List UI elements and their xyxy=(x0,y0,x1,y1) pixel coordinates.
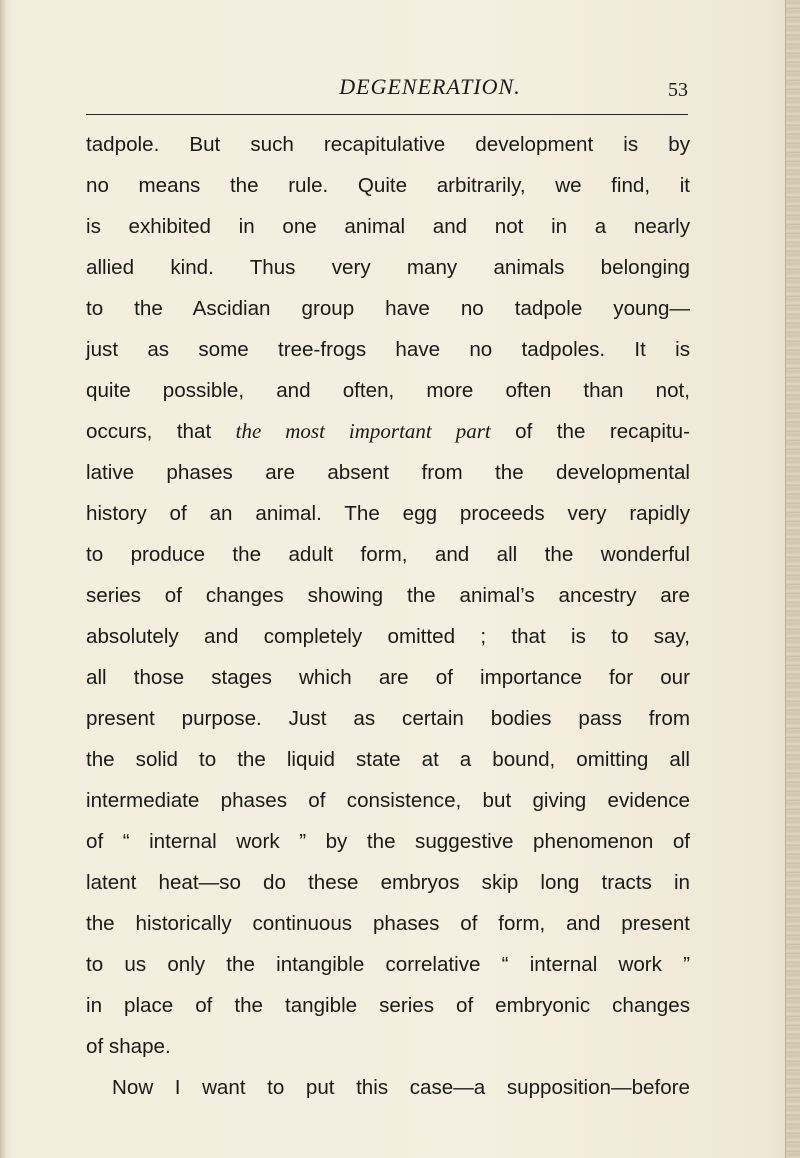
page-left-edge xyxy=(0,0,6,1158)
text-line: is exhibited in one animal and not in a nearly xyxy=(86,215,690,238)
text-line-with-italic xyxy=(86,411,690,452)
text-line: present purpose. Just as certain bodies pass from xyxy=(86,707,690,730)
text-line: series of changes showing the animal’s ancestry are xyxy=(86,584,690,607)
header-rule xyxy=(86,114,688,115)
text-segment: occurs, that xyxy=(86,420,212,443)
body-text xyxy=(86,124,690,1108)
text-line: of shape. xyxy=(86,1035,171,1058)
text-line: lative phases are absent from the developmental xyxy=(86,461,690,484)
page-right-edge xyxy=(785,0,800,1158)
page-header xyxy=(0,72,800,104)
text-line: the historically continuous phases of form, and present xyxy=(86,912,690,935)
text-line: Now I want to put this case—a supposition—before xyxy=(112,1076,690,1099)
text-line: latent heat—so do these embryos skip long tracts in xyxy=(86,871,690,894)
text-line: to the Ascidian group have no tadpole young— xyxy=(86,297,690,320)
text-line: history of an animal. The egg proceeds very rapidly xyxy=(86,502,690,525)
text-line: no means the rule. Quite arbitrarily, we find, it xyxy=(86,174,690,197)
text-line: to produce the adult form, and all the wonderful xyxy=(86,543,690,566)
text-line: just as some tree-frogs have no tadpoles. It is xyxy=(86,338,690,361)
text-line: tadpole. But such recapitulative development is by xyxy=(86,133,690,156)
text-line: the solid to the liquid state at a bound, omitting all xyxy=(86,748,690,771)
text-line: to us only the intangible correlative “ internal work ” xyxy=(86,953,690,976)
running-title: DEGENERATION. xyxy=(339,74,521,99)
text-line: quite possible, and often, more often than not, xyxy=(86,379,690,402)
text-line: intermediate phases of consistence, but giving evidence xyxy=(86,789,690,812)
text-line: allied kind. Thus very many animals belonging xyxy=(86,256,690,279)
italic-phrase: the most important part xyxy=(235,419,491,443)
text-line: of “ internal work ” by the suggestive phenomenon of xyxy=(86,830,690,853)
text-line: in place of the tangible series of embryonic changes xyxy=(86,994,690,1017)
text-line: all those stages which are of importance for our xyxy=(86,666,690,689)
text-segment: of the recapitu- xyxy=(515,420,690,443)
page-number: 53 xyxy=(668,79,688,101)
text-line: absolutely and completely omitted ; that is to say, xyxy=(86,625,690,648)
